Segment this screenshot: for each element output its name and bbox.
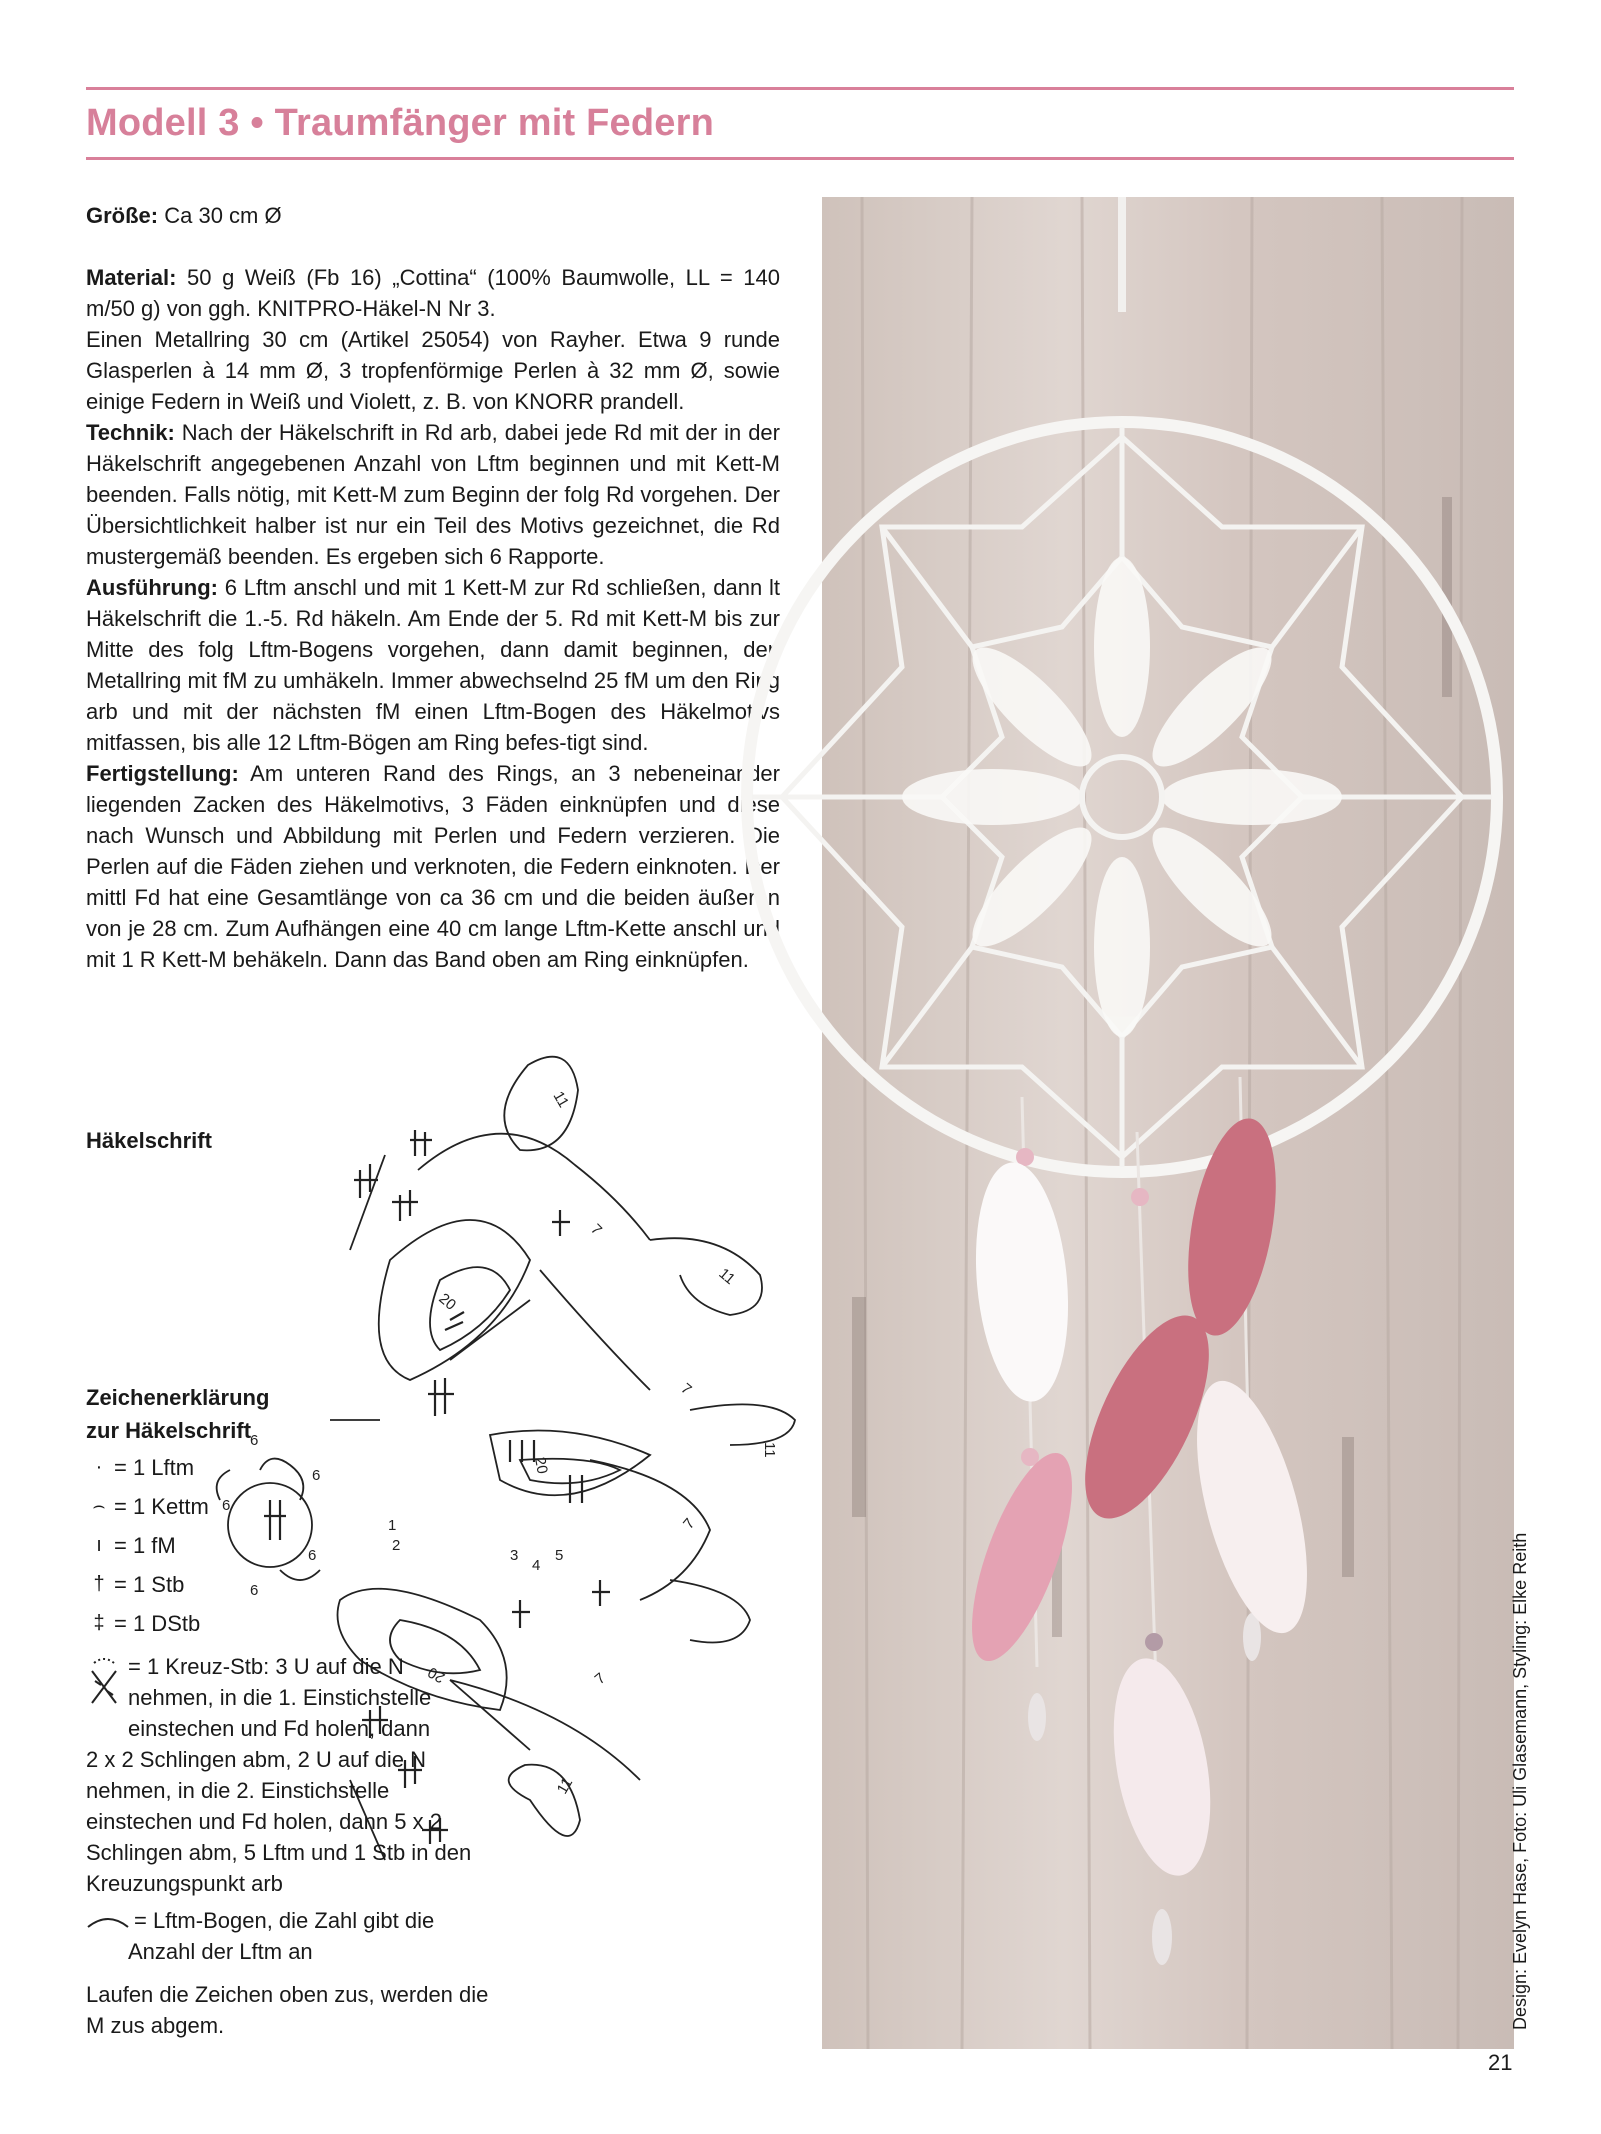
diagram-label: 7 xyxy=(680,1515,699,1533)
title-rule-top xyxy=(86,87,1514,90)
legend-item: ‡ = 1 DStb xyxy=(86,1604,496,1643)
legend-note: Laufen die Zeichen oben zus, werden die M zus abgem. xyxy=(86,1982,489,2038)
double-crochet-icon: † xyxy=(93,1573,105,1595)
technique-text: Nach der Häkelschrift in Rd arb, dabei jede Rd mit der in der Häkelschrift angegebenen Anzahl von Lftm beginnen und mit Kett-M beenden. Falls nötig, mit Kett-M zum Beginn der folg Rd vorgehen. Der Übersichtlichkeit halber ist nur ein Teil des Motivs gezeichnet, die Rd mustergemäß beenden. Es ergeben sich 6 Rapporte. xyxy=(86,420,780,569)
diagram-label: 3 xyxy=(510,1547,519,1564)
diagram-label: 7 xyxy=(591,1669,609,1689)
chain-arc-icon xyxy=(86,1911,130,1931)
technique-label: Technik: xyxy=(86,420,175,445)
technique-paragraph xyxy=(86,417,780,572)
finishing-text: Am unteren Rand des Rings, an 3 nebeneinander liegenden Zacken des Häkelmotivs, 3 Fäden einknüpfen und diese nach Wunsch und Abbildung mit Perlen und Federn verzieren. Die Perlen auf die Fäden ziehen und verknoten, die Federn einknoten. Der mittl Fd hat eine Gesamtlänge von ca 36 cm und die beiden äußeren von je 28 cm. Zum Aufhängen eine 40 cm lange Lftm-Kette anschl und mit 1 R Kett-M behäkeln. Dann das Band oben am Ring einknüpfen. xyxy=(86,761,780,972)
diagram-label: 2 xyxy=(392,1537,401,1554)
material-paragraph xyxy=(86,262,780,324)
legend-chain-arc: = Lftm-Bogen, die Zahl gibt die Anzahl der Lftm an xyxy=(86,1905,496,1967)
execution-text: 6 Lftm anschl und mit 1 Kett-M zur Rd schließen, dann lt Häkelschrift die 1.-5. Rd häkeln. Am Ende der 5. Rd mit Kett-M bis zur Mitte des folg Lftm-Bogens vorgehen, dann damit beginnen, den Metallring mit fM zu umhäkeln. Immer abwechselnd 25 fM um den Ring arb und mit der nächsten fM einen Lftm-Bogen des Häkelmotivs mitfassen, bis alle 12 Lftm-Bögen am Ring befes-tigt sind. xyxy=(86,575,780,755)
diagram-label: 6 xyxy=(250,1432,259,1449)
diagram-title: Häkelschrift xyxy=(86,1128,212,1153)
instructions-column xyxy=(86,200,780,975)
page-title: Modell 3 • Traumfänger mit Federn xyxy=(86,102,715,144)
diagram-label: 7 xyxy=(587,1220,606,1239)
execution-label: Ausführung: xyxy=(86,575,218,600)
chain-arc xyxy=(690,1404,795,1445)
chain-arc xyxy=(670,1580,750,1643)
diagram-label: 20 xyxy=(531,1455,551,1476)
size-label: Größe: xyxy=(86,203,159,228)
diagram-label: 5 xyxy=(555,1547,564,1564)
diagram-label: 4 xyxy=(532,1557,541,1574)
legend xyxy=(86,1382,496,2041)
diagram-label: 20 xyxy=(435,1290,460,1314)
page-number: 21 xyxy=(1488,2050,1513,2075)
material-text: 50 g Weiß (Fb 16) „Cottina“ (100% Baumwolle, LL = 140 m/50 g) von ggh. KNITPRO-Häkel-N Nr 3. xyxy=(86,265,780,321)
legend-item: · = 1 Lftm xyxy=(86,1448,496,1487)
size-paragraph xyxy=(86,200,780,231)
dreamcatcher-photo xyxy=(822,197,1514,2049)
diagram-label: 11 xyxy=(761,1442,778,1458)
finishing-label: Fertigstellung: xyxy=(86,761,239,786)
legend-title-2: zur Häkelschrift xyxy=(86,1418,252,1443)
title-rule-bottom xyxy=(86,157,1514,160)
chain-arc xyxy=(540,1270,650,1390)
finishing-paragraph xyxy=(86,758,780,975)
legend-cross-stitch: = 1 Kreuz-Stb: 3 U auf die N nehmen, in die 1. Einstichstelle einstechen und Fd holen, dann 2 x 2 Schlingen abm, 2 U auf die N nehmen, in die 2. Einstichstelle einstechen und Fd holen, dann 5 x 2 Schlingen abm, 5 Lftm und 1 Stb in den Kreuzungspunkt arb xyxy=(86,1654,472,1896)
photo-credit: Design: Evelyn Hase, Foto: Uli Glasemann, Styling: Elke Reith xyxy=(1510,1532,1530,2030)
diagram-label: 20 xyxy=(425,1663,448,1687)
diagram-label: 6 xyxy=(250,1582,259,1599)
diagram-label: 6 xyxy=(308,1547,317,1564)
chain-stitch-icon: · xyxy=(95,1456,103,1478)
diagram-label: 11 xyxy=(715,1265,739,1289)
size-text: Ca 30 cm Ø xyxy=(158,203,282,228)
legend-item: ⌢ = 1 Kettm xyxy=(86,1487,496,1526)
diagram-label: 6 xyxy=(222,1497,231,1514)
diagram-label: 7 xyxy=(677,1380,695,1399)
material-paragraph-2: Einen Metallring 30 cm (Artikel 25054) von Rayher. Etwa 9 runde Glasperlen à 14 mm Ø, 3 tropfenförmige Perlen à 32 mm Ø, sowie einige Federn in Weiß und Violett, z. B. von KNORR prandell. xyxy=(86,327,780,414)
legend-item: † = 1 Stb xyxy=(86,1565,496,1604)
cross-stitch-icon xyxy=(86,1653,122,1713)
diagram-label: 11 xyxy=(553,1775,577,1797)
legend-item: ı = 1 fM xyxy=(86,1526,496,1565)
legend-title-1: Zeichenerklärung xyxy=(86,1385,270,1410)
diagram-label: 1 xyxy=(388,1517,397,1534)
single-crochet-icon: ı xyxy=(96,1534,102,1556)
diagram-label: 11 xyxy=(549,1088,573,1111)
execution-paragraph xyxy=(86,572,780,758)
chain-arc xyxy=(650,1238,762,1315)
material-label: Material: xyxy=(86,265,177,290)
slip-stitch-icon: ⌢ xyxy=(92,1495,106,1517)
diagram-label: 6 xyxy=(312,1467,321,1484)
treble-crochet-icon: ‡ xyxy=(93,1612,105,1634)
chain-arc xyxy=(509,1765,580,1836)
